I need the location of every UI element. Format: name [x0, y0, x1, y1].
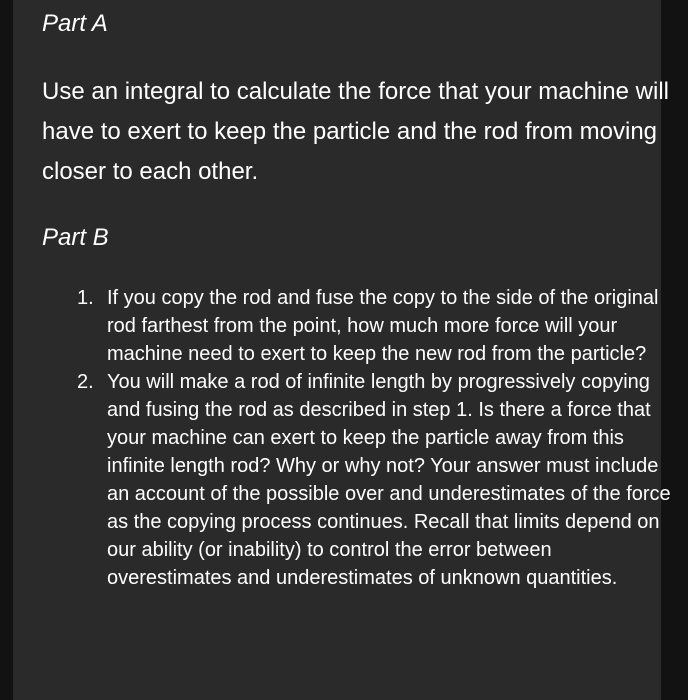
list-item-number: 2. — [77, 371, 94, 393]
list-item — [42, 284, 672, 368]
list-item-number: 1. — [77, 287, 94, 309]
list-item — [42, 368, 672, 592]
part-b-heading: Part B — [42, 224, 109, 251]
part-b-list — [42, 284, 672, 592]
document-panel — [13, 0, 671, 700]
list-item-text: If you copy the rod and fuse the copy to the side of the original rod farthest from the point, how much more force will your machine need to exert to keep the new rod from the particle? — [107, 287, 659, 365]
part-a-heading: Part A — [42, 10, 108, 37]
part-a-text: Use an integral to calculate the force that your machine will have to exert to keep the particle and the rod from moving closer to each other. — [42, 78, 669, 185]
list-item-text: You will make a rod of infinite length by progressively copying and fusing the rod as described in step 1. Is there a force that your machine can exert to keep the particle away from this infinite length rod? Why or why not? Your answer must include an account of the possible over and underestimates of the force as the copying process continues. Recall that limits depend on our ability (or inability) to control the error between overestimates and underestimates of unknown quantities. — [107, 371, 671, 589]
